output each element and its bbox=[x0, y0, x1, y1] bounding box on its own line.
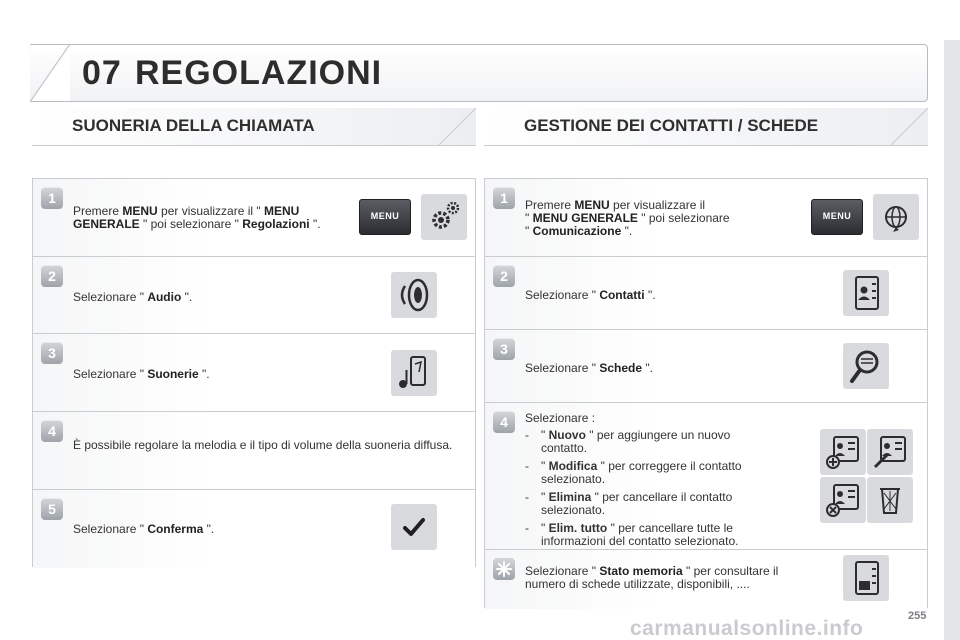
step-badge: 3 bbox=[493, 338, 515, 360]
step-badge: 2 bbox=[493, 265, 515, 287]
step-badge-star bbox=[493, 558, 515, 580]
step-text: Selezionare " Stato memoria " per consultare il numero di schede utilizzate, disponibili, .... bbox=[525, 564, 779, 591]
section-header-right bbox=[484, 108, 928, 146]
communication-icon[interactable] bbox=[873, 194, 919, 240]
step-3 bbox=[485, 330, 927, 403]
step-text: È possibile regolare la melodia e il tipo di volume della suoneria diffusa. bbox=[73, 438, 453, 452]
list-item: - " Elimina " per cancellare il contatto selezionato. bbox=[525, 490, 733, 517]
step-5 bbox=[33, 490, 475, 568]
page-number: 255 bbox=[908, 610, 927, 622]
check-icon[interactable] bbox=[391, 504, 437, 550]
menu-button[interactable]: MENU bbox=[811, 199, 863, 235]
step-intro: Selezionare : bbox=[525, 411, 596, 425]
step-text: Premere MENU per visualizzare il " MENU GENERALE " poi selezionare " Comunicazione ". bbox=[525, 198, 730, 238]
step-badge: 1 bbox=[41, 187, 63, 209]
step-1 bbox=[33, 179, 475, 257]
header-diagonal bbox=[868, 108, 928, 146]
step-badge: 4 bbox=[493, 411, 515, 433]
step-badge: 3 bbox=[41, 342, 63, 364]
steps-panel-right bbox=[484, 178, 928, 608]
step-2 bbox=[485, 257, 927, 330]
step-2 bbox=[33, 257, 475, 334]
page-edge-strip bbox=[944, 40, 960, 640]
step-text: Premere MENU per visualizzare il " MENU GENERALE " poi selezionare " Regolazioni ". bbox=[73, 204, 321, 231]
memory-status-icon[interactable] bbox=[843, 555, 889, 601]
settings-icon[interactable] bbox=[421, 194, 467, 240]
step-badge: 4 bbox=[41, 420, 63, 442]
section-title: GESTIONE DEI CONTATTI / SCHEDE bbox=[524, 116, 819, 135]
header-corner bbox=[30, 44, 70, 102]
step-4 bbox=[33, 412, 475, 490]
step-text: Selezionare " Schede ". bbox=[525, 361, 653, 375]
watermark: carmanualsonline.info bbox=[630, 617, 864, 640]
edit-contact-icon[interactable] bbox=[867, 429, 913, 475]
step-badge: 2 bbox=[41, 265, 63, 287]
step-3 bbox=[33, 334, 475, 412]
add-contact-icon[interactable] bbox=[820, 429, 866, 475]
list-item: - " Nuovo " per aggiungere un nuovo contatto. bbox=[525, 428, 731, 455]
list-item: - " Modifica " per correggere il contatto selezionato. bbox=[525, 459, 742, 486]
chapter-number: 07 bbox=[82, 54, 122, 92]
step-badge: 1 bbox=[493, 187, 515, 209]
steps-panel-left bbox=[32, 178, 476, 567]
menu-button[interactable]: MENU bbox=[359, 199, 411, 235]
action-list bbox=[525, 429, 765, 553]
list-item: - " Elim. tutto " per cancellare tutte le informazioni del contatto selezionato. bbox=[525, 521, 739, 548]
audio-icon[interactable] bbox=[391, 272, 437, 318]
step-text: Selezionare " Conferma ". bbox=[73, 522, 215, 536]
step-1 bbox=[485, 179, 927, 257]
section-title: SUONERIA DELLA CHIAMATA bbox=[72, 116, 315, 135]
step-text: Selezionare " Suonerie ". bbox=[73, 367, 210, 381]
delete-contact-icon[interactable] bbox=[820, 477, 866, 523]
chapter-title: REGOLAZIONI bbox=[135, 54, 383, 92]
header-diagonal bbox=[416, 108, 476, 146]
section-header-left bbox=[32, 108, 476, 146]
contacts-icon[interactable] bbox=[843, 270, 889, 316]
step-badge: 5 bbox=[41, 498, 63, 520]
delete-all-icon[interactable] bbox=[867, 477, 913, 523]
ringtone-icon[interactable] bbox=[391, 350, 437, 396]
cards-icon[interactable] bbox=[843, 343, 889, 389]
step-text: Selezionare " Contatti ". bbox=[525, 288, 656, 302]
step-memory bbox=[485, 550, 927, 609]
step-text: Selezionare " Audio ". bbox=[73, 290, 193, 304]
step-4 bbox=[485, 403, 927, 550]
